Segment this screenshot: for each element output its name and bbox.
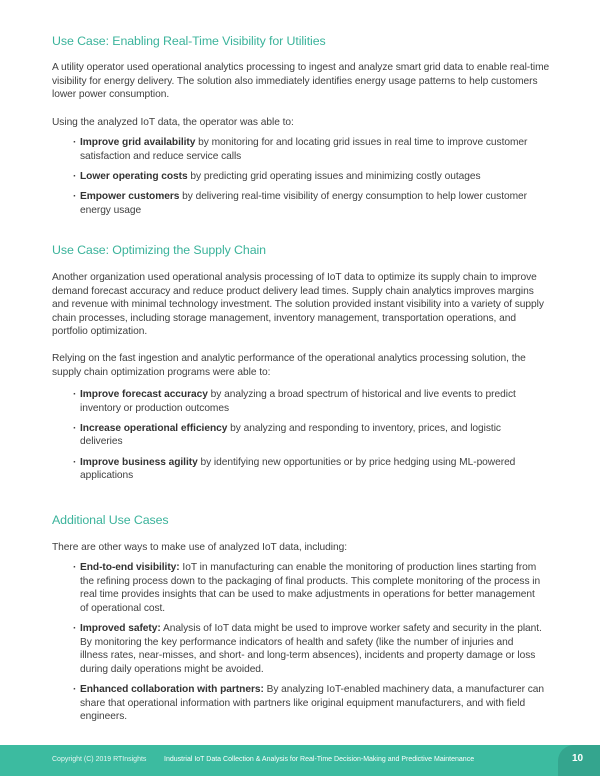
page-number: 10 xyxy=(572,753,584,764)
paragraph: Another organization used operational analysis processing of IoT data to optimize its supply chain to improve demand forecast accuracy and reduce product delivery lead times. Supply chain analytics improves margins and revenue with minimal technology investment. The solution provided instant visibility into a variety of supply chain processes, including storage management, inventory management, transportation operations, and portfolio optimization. xyxy=(52,272,544,338)
bullet-list xyxy=(74,388,544,489)
paragraph: There are other ways to make use of analyzed IoT data, including: xyxy=(52,542,347,553)
list-item: · End-to-end visibility: IoT in manufacturing can enable the monitoring of production lines starting from the refining process down to the packaging of final products. This complete monitoring of the process in real time provides insights that can be used to make adjustments in operations for better management of operational cost. xyxy=(74,561,544,615)
document-title: Industrial IoT Data Collection & Analysis for Real-Time Decision-Making and Predictive Maintenance xyxy=(164,756,475,763)
list-item: · Enhanced collaboration with partners: By analyzing IoT-enabled machinery data, a manufacturer can share that operational information with partners like original equipment manufacturers, and with field engineers. xyxy=(74,683,544,724)
paragraph: A utility operator used operational analytics processing to ingest and analyze smart grid data to enable real-time visibility for energy delivery. The solution also immediately identifies energy usage patterns to help customers lower power consumption. xyxy=(52,62,550,101)
page-footer xyxy=(0,745,600,776)
bullet-list xyxy=(74,136,544,224)
list-item: · Improve grid availability by monitoring for and locating grid issues in real time to improve customer satisfaction and reduce service calls xyxy=(74,136,544,163)
section-heading-utilities: Use Case: Enabling Real-Time Visibility for Utilities xyxy=(52,34,326,48)
list-item: · Improve business agility by identifying new opportunities or by price hedging using ML-powered applications xyxy=(74,456,544,483)
copyright-text: Copyright (C) 2019 RTInsights xyxy=(52,756,147,763)
list-item: · Improved safety: Analysis of IoT data might be used to improve worker safety and security in the plant. By monitoring the key performance indicators of health and safety (like the number of injuries and illness rates, near-misses, and short- and long-term absences), incidents and property damage or loss during daily operations might be avoided. xyxy=(74,622,544,676)
bullet-list xyxy=(74,561,544,730)
list-item: · Increase operational efficiency by analyzing and responding to inventory, prices, and logistic deliveries xyxy=(74,422,544,449)
paragraph: Using the analyzed IoT data, the operator was able to: xyxy=(52,117,294,128)
list-item: · Lower operating costs by predicting grid operating issues and minimizing costly outages xyxy=(74,170,544,184)
page-number-tab xyxy=(558,745,600,776)
paragraph: Relying on the fast ingestion and analytic performance of the operational analytics processing solution, the supply chain optimization programs were able to: xyxy=(52,353,526,378)
list-item: · Empower customers by delivering real-time visibility of energy consumption to help lower customer energy usage xyxy=(74,190,544,217)
list-item: · Improve forecast accuracy by analyzing a broad spectrum of historical and live events to predict inventory or production outcomes xyxy=(74,388,544,415)
section-heading-additional: Additional Use Cases xyxy=(52,513,169,527)
section-heading-supply-chain: Use Case: Optimizing the Supply Chain xyxy=(52,243,266,257)
